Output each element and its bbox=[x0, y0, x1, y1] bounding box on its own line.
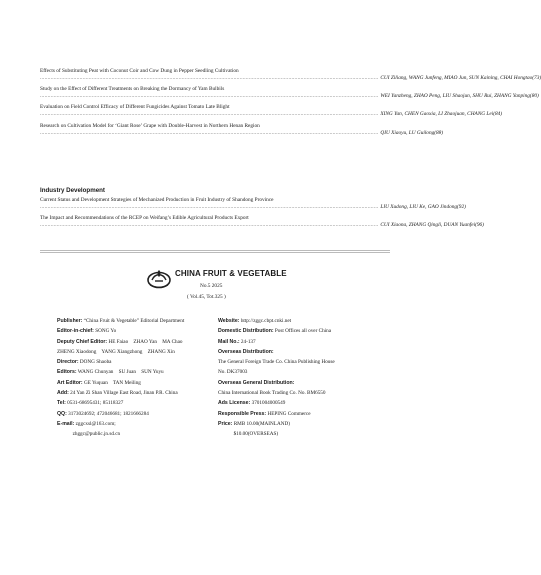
leader-dots: .............................................................................................................................................................................................................................. bbox=[40, 111, 379, 118]
info-value: 3701004000549 bbox=[250, 400, 286, 407]
toc-entry bbox=[40, 86, 539, 100]
journal-name: CHINA FRUIT & VEGETABLE bbox=[175, 269, 287, 278]
info-row bbox=[57, 367, 217, 377]
info-label: Editor-in-chief: bbox=[57, 328, 94, 335]
info-value: Post Offices all over China bbox=[273, 328, 332, 335]
volume-info: ( Vol.45, Tot.325 ) bbox=[187, 294, 226, 300]
toc-entry-title: The Impact and Recommendations of the RCEP on Weifang’s Edible Agricultural Products Export bbox=[40, 215, 249, 222]
toc-top-section bbox=[40, 68, 541, 141]
info-label: Add: bbox=[57, 390, 69, 397]
info-value: China International Book Trading Co. No. BM6550 bbox=[218, 390, 326, 397]
info-label: Mail No.: bbox=[218, 338, 240, 345]
leader-dots: .............................................................................................................................................................................................................................. bbox=[40, 129, 379, 136]
info-value: HE Faiao ZHAO Yan MA Chao bbox=[107, 338, 183, 345]
info-row bbox=[57, 337, 217, 347]
toc-author-line bbox=[40, 204, 466, 211]
info-label: Overseas Distribution: bbox=[218, 348, 274, 355]
toc-entry-authors: WEI Yanzheng, ZHAO Peng, LIU Shaojun, SHU Rui, ZHANG Yanping(80) bbox=[380, 93, 539, 100]
toc-entry-authors: XING Yan, CHEN Gaoxia, LI Zhaojuan, CHANG Lei(84) bbox=[380, 111, 503, 118]
info-row bbox=[57, 398, 217, 408]
info-row bbox=[57, 357, 217, 367]
info-value: 0531-68695431; 85118327 bbox=[65, 400, 124, 407]
info-value: 24-137 bbox=[239, 338, 256, 345]
info-row bbox=[218, 378, 388, 388]
toc-author-line bbox=[40, 75, 541, 82]
info-label: E-mail: bbox=[57, 420, 75, 427]
info-value: http://zggc.cbpt.cnki.net bbox=[239, 318, 292, 324]
info-value: zhggc@public.jn.sd.cn bbox=[57, 431, 121, 438]
info-label: Publisher: bbox=[57, 318, 83, 324]
info-value: DONG Shaoba bbox=[78, 359, 112, 366]
info-row bbox=[218, 409, 388, 419]
info-row bbox=[218, 388, 388, 398]
info-row bbox=[218, 337, 388, 347]
toc-author-line bbox=[40, 129, 444, 137]
info-value: 24 Yan Zi Shan Village East Road, Jinan P.R. China bbox=[68, 390, 178, 397]
toc-entry-title: Effects of Substituting Peat with Coconut Coir and Cow Dung in Pepper Seedling Cultivation bbox=[40, 68, 239, 74]
info-value: No. DK37003 bbox=[218, 369, 248, 376]
distribution-info-column bbox=[218, 316, 388, 440]
info-value: 3173024692; 472046681; 1821666284 bbox=[66, 410, 149, 417]
info-row bbox=[57, 419, 217, 429]
toc-author-line bbox=[40, 93, 539, 100]
info-row bbox=[218, 367, 388, 377]
info-value: SONG Yo bbox=[93, 328, 117, 335]
info-row bbox=[218, 357, 388, 367]
info-label: Tel: bbox=[57, 400, 66, 407]
divider-rule bbox=[40, 250, 390, 253]
leader-dots: .............................................................................................................................................................................................................................. bbox=[40, 75, 379, 81]
toc-entry-title: Study on the Effect of Different Treatments on Breaking the Dormancy of Yam Bulbils bbox=[40, 86, 225, 93]
info-label: QQ: bbox=[57, 410, 67, 417]
toc-author-line bbox=[40, 111, 503, 118]
toc-entry-authors: CUI Xiaona, ZHANG Qingli, DUAN Yuanfei(96) bbox=[380, 222, 484, 229]
info-label: Editors: bbox=[57, 369, 77, 376]
toc-entry-title: Current Status and Development Strategies of Mechanized Production in Fruit Industry of Shandong Province bbox=[40, 197, 274, 203]
toc-entry bbox=[40, 122, 444, 137]
info-row bbox=[57, 326, 217, 336]
toc-entry bbox=[40, 215, 484, 229]
info-label: Deputy Chief Editor: bbox=[57, 338, 108, 345]
info-value: zggcxsl@163.com; bbox=[74, 420, 116, 427]
info-value: The General Foreign Trade Co. China Publishing House bbox=[218, 359, 335, 366]
info-label: Art Editor: bbox=[57, 379, 83, 386]
info-row bbox=[57, 409, 217, 419]
section-heading: Industry Development bbox=[40, 187, 105, 194]
info-row bbox=[57, 388, 217, 398]
info-row bbox=[218, 398, 388, 408]
toc-author-line bbox=[40, 222, 484, 229]
info-value: ZHENG Xiaodong YANG Xiangzhong ZHANG Xin bbox=[57, 348, 175, 355]
info-row bbox=[57, 429, 217, 439]
toc-entry-title: Evaluation on Field Control Efficacy of Different Fungicides Against Tomato Late Blight bbox=[40, 104, 230, 111]
toc-industry-section bbox=[40, 178, 484, 233]
info-row bbox=[218, 347, 388, 357]
journal-logo-icon bbox=[146, 268, 172, 290]
info-value: $10.00(OVERSEAS) bbox=[218, 431, 279, 438]
info-row bbox=[218, 326, 388, 336]
info-label: Website: bbox=[218, 318, 240, 324]
toc-entry-authors: CUI Ziliang, WANG Junfeng, MIAO Jun, SUN Kaining, CHAI Hongtao(73) bbox=[380, 75, 541, 81]
toc-entry bbox=[40, 104, 503, 118]
info-row bbox=[57, 316, 217, 326]
info-row bbox=[57, 378, 217, 388]
issue-number: No.5 2025 bbox=[200, 283, 223, 289]
info-value: RMB 10.00(MAINLAND) bbox=[232, 420, 290, 427]
leader-dots: .............................................................................................................................................................................................................................. bbox=[40, 222, 379, 229]
publisher-info-column bbox=[57, 316, 217, 440]
info-label: Director: bbox=[57, 359, 79, 366]
info-value: “China Fruit & Vegetable” Editorial Department bbox=[82, 318, 185, 324]
info-value: GE Yuquan TAN Meiling bbox=[82, 379, 141, 386]
toc-entry-title: Research on Cultivation Model for ‘Giant Rose’ Grape with Double-Harvest in Northern Henan Region bbox=[40, 122, 260, 129]
info-row bbox=[218, 316, 388, 326]
info-label: Ads License: bbox=[218, 400, 251, 407]
toc-entry bbox=[40, 197, 466, 211]
info-value: HEPING Commerce bbox=[266, 410, 311, 417]
info-row bbox=[218, 419, 388, 429]
leader-dots: .............................................................................................................................................................................................................................. bbox=[40, 93, 379, 100]
toc-entry-authors: QIU Xiaoyu, LU Guilong(88) bbox=[380, 129, 444, 136]
info-label: Overseas General Distribution: bbox=[218, 379, 295, 386]
leader-dots: .............................................................................................................................................................................................................................. bbox=[40, 204, 379, 210]
toc-entry-authors: LIU Xudong, LIU Ke, GAO Jindong(92) bbox=[380, 204, 466, 210]
info-label: Price: bbox=[218, 420, 233, 427]
info-row bbox=[57, 347, 217, 357]
info-row bbox=[218, 429, 388, 439]
info-label: Responsible Press: bbox=[218, 410, 267, 417]
info-label: Domestic Distribution: bbox=[218, 328, 274, 335]
info-value: WANG Chunyan SU Juan SUN Yuyu bbox=[76, 369, 164, 376]
toc-entry bbox=[40, 68, 541, 82]
